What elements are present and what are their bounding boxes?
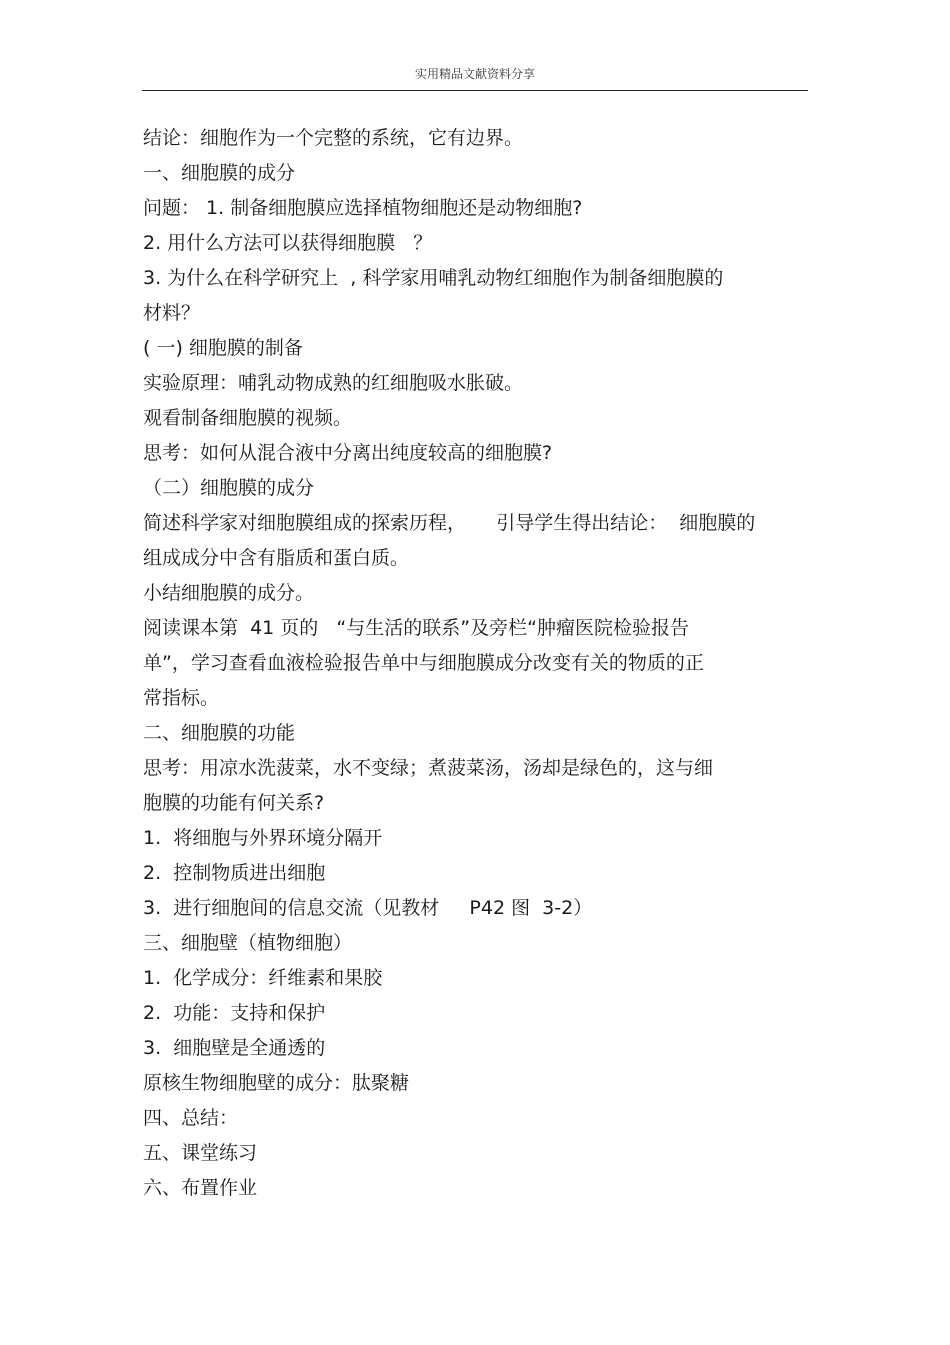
text-line: 材料？ xyxy=(143,302,201,324)
text-line: 单”，学习查看血液检验报告单中与细胞膜成分改变有关的物质的正 xyxy=(143,652,704,674)
text-line: 原核生物细胞壁的成分：肽聚糖 xyxy=(143,1072,410,1094)
section-heading: 三、细胞壁（植物细胞） xyxy=(143,932,353,954)
text-line: 2. 用什么方法可以获得细胞膜 ？ xyxy=(143,232,433,254)
text-line: 组成成分中含有脂质和蛋白质。 xyxy=(143,547,410,569)
text-line: 简述科学家对细胞膜组成的探索历程， 引导学生得出结论： 细胞膜的 xyxy=(143,512,756,534)
text-line: 思考：如何从混合液中分离出纯度较高的细胞膜? xyxy=(143,442,553,464)
text-line: 常指标。 xyxy=(143,687,220,709)
section-heading: 二、细胞膜的功能 xyxy=(143,722,296,744)
text-line: 结论：细胞作为一个完整的系统，它有边界。 xyxy=(143,127,524,149)
text-line: 3. 为什么在科学研究上 , 科学家用哺乳动物红细胞作为制备细胞膜的 xyxy=(143,267,724,289)
page-header: 实用精品文献资料分享 xyxy=(414,67,535,81)
list-item: 1. 化学成分：纤维素和果胶 xyxy=(143,967,383,989)
text-line: 观看制备细胞膜的视频。 xyxy=(143,407,353,429)
text-line: 胞膜的功能有何关系? xyxy=(143,792,325,814)
document-body xyxy=(143,121,813,1206)
list-item: 3. 细胞壁是全通透的 xyxy=(143,1037,326,1059)
list-item: 1. 将细胞与外界环境分隔开 xyxy=(143,827,383,849)
text-line: 小结细胞膜的成分。 xyxy=(143,582,315,604)
text-line: 问题： 1. 制备细胞膜应选择植物细胞还是动物细胞? xyxy=(143,197,583,219)
section-heading: 四、总结： xyxy=(143,1107,239,1129)
section-heading: 一、细胞膜的成分 xyxy=(143,162,296,184)
subsection-heading: ( 一) 细胞膜的制备 xyxy=(143,337,303,359)
subsection-heading: （二）细胞膜的成分 xyxy=(143,477,315,499)
text-line: 思考：用凉水洗菠菜，水不变绿；煮菠菜汤，汤却是绿色的，这与细 xyxy=(143,757,714,779)
text-line: 实验原理：哺乳动物成熟的红细胞吸水胀破。 xyxy=(143,372,524,394)
text-line: 阅读课本第 41 页的 “与生活的联系”及旁栏“肿瘤医院检验报告 xyxy=(143,617,689,639)
section-heading: 六、布置作业 xyxy=(143,1177,258,1199)
header-divider xyxy=(142,90,808,91)
section-heading: 五、课堂练习 xyxy=(143,1142,258,1164)
list-item: 2. 控制物质进出细胞 xyxy=(143,862,326,884)
list-item: 3. 进行细胞间的信息交流（见教材 P42 图 3-2） xyxy=(143,897,593,919)
list-item: 2. 功能：支持和保护 xyxy=(143,1002,326,1024)
